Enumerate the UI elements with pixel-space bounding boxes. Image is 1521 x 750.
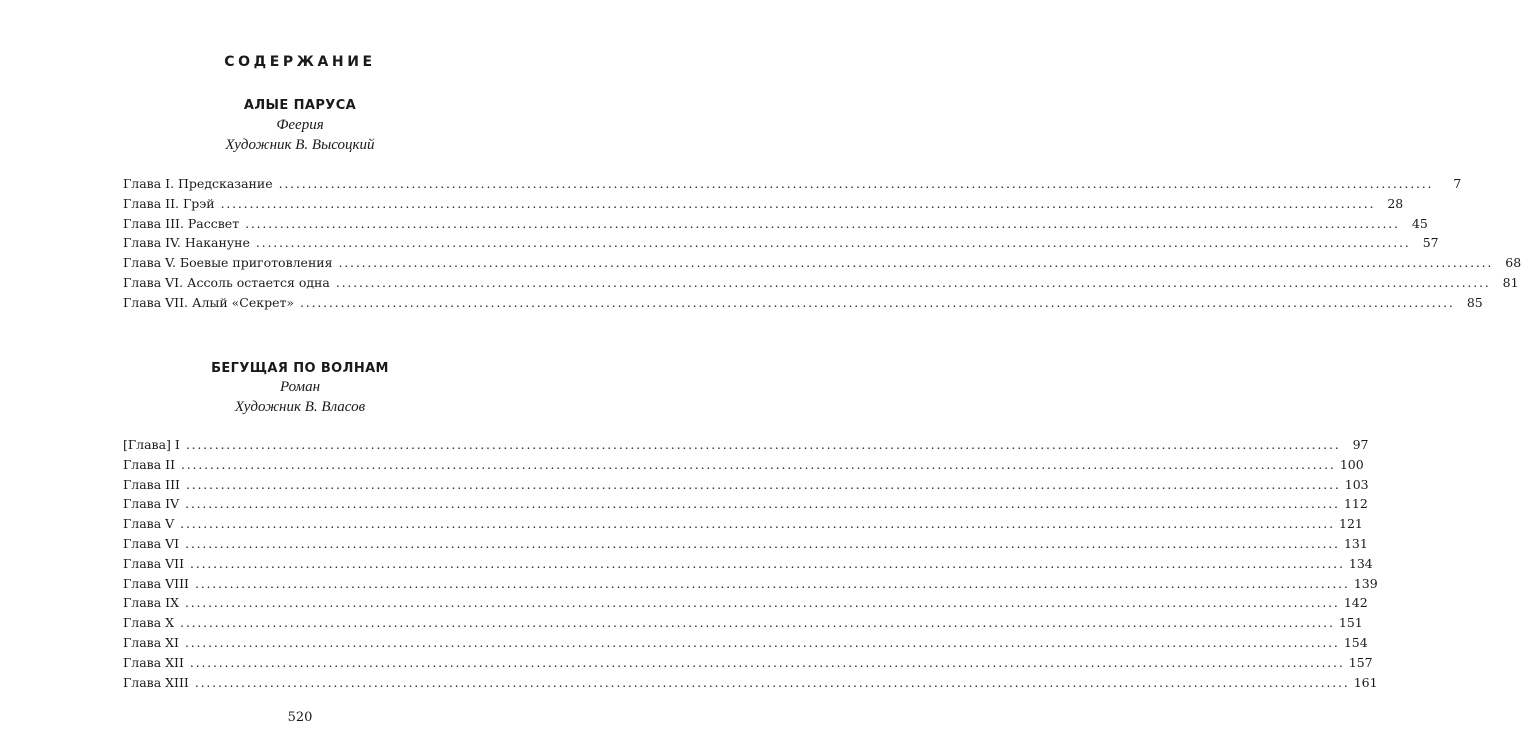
toc-entry-label: Глава I. Предсказание bbox=[123, 176, 273, 191]
toc-entry bbox=[123, 535, 1368, 556]
toc-entry-page: 7 bbox=[1453, 176, 1462, 191]
toc-entry-label: Глава II bbox=[123, 456, 176, 472]
dot-leader: ........................................................................................................................................................................................................ bbox=[184, 634, 1340, 650]
toc-entry-page: 154 bbox=[1343, 634, 1368, 650]
toc-entry-page: 131 bbox=[1343, 535, 1368, 551]
toc-entry-label: Глава III. Рассвет bbox=[123, 215, 240, 231]
toc-entry bbox=[123, 634, 1368, 655]
toc-entry bbox=[123, 456, 1364, 477]
toc-entry bbox=[123, 176, 1462, 196]
toc-entry-label: Глава VII bbox=[123, 555, 185, 571]
section-title: БЕГУЩАЯ ПО ВОЛНАМ bbox=[211, 361, 389, 376]
toc-entry-label: Глава X bbox=[123, 615, 175, 631]
section-genre: Феерия bbox=[276, 117, 324, 133]
section-illustrator: Художник В. Власов bbox=[234, 399, 366, 415]
toc-entry-page: 151 bbox=[1338, 615, 1363, 631]
toc-entry-page: 112 bbox=[1343, 496, 1368, 512]
toc-entry bbox=[123, 674, 1378, 695]
dot-leader: ........................................................................................................................................................................................................ bbox=[255, 235, 1411, 251]
toc-entry-label: Глава V. Боевые приготовления bbox=[123, 255, 333, 271]
dot-leader: ........................................................................................................................................................................................................ bbox=[185, 496, 1340, 512]
toc-entry-label: Глава II. Грэй bbox=[123, 195, 215, 211]
toc-entry-page: 103 bbox=[1344, 476, 1369, 492]
toc-entry-label: [Глава] I bbox=[123, 437, 180, 452]
toc-entry bbox=[123, 235, 1439, 255]
toc-entry bbox=[123, 496, 1368, 516]
toc-entry-label: Глава VI bbox=[123, 535, 180, 551]
toc-entry-page: 142 bbox=[1343, 595, 1368, 611]
toc-entry-page: 97 bbox=[1352, 437, 1369, 452]
page-title: СОДЕРЖАНИЕ bbox=[224, 54, 376, 70]
dot-leader: ........................................................................................................................................................................................................ bbox=[338, 255, 1494, 271]
dot-leader: ........................................................................................................................................................................................................ bbox=[220, 195, 1376, 211]
toc-entry-label: Глава VI. Ассоль остается одна bbox=[123, 274, 330, 290]
dot-leader: ........................................................................................................................................................................................................ bbox=[190, 555, 1345, 571]
toc-entry bbox=[123, 476, 1369, 497]
section-title: АЛЫЕ ПАРУСА bbox=[243, 98, 357, 113]
toc-list bbox=[123, 437, 1378, 694]
toc-entry-label: Глава IV. Накануне bbox=[123, 235, 250, 251]
dot-leader: ........................................................................................................................................................................................................ bbox=[194, 575, 1350, 591]
toc-entry-page: 157 bbox=[1348, 654, 1373, 670]
toc-entry bbox=[123, 555, 1373, 576]
dot-leader: ........................................................................................................................................................................................................ bbox=[278, 176, 1434, 191]
toc-entry-page: 121 bbox=[1339, 516, 1363, 532]
dot-leader: ........................................................................................................................................................................................................ bbox=[180, 615, 1335, 631]
toc-entry bbox=[123, 615, 1363, 635]
toc-entry bbox=[123, 294, 1483, 315]
toc-entry-page: 81 bbox=[1502, 274, 1519, 290]
toc-entry bbox=[123, 255, 1521, 275]
page-number: 520 bbox=[287, 710, 313, 725]
toc-entry-page: 161 bbox=[1353, 674, 1378, 690]
toc-entry-page: 134 bbox=[1348, 555, 1373, 571]
dot-leader: ........................................................................................................................................................................................................ bbox=[185, 535, 1340, 551]
toc-entry-label: Глава VII. Алый «Секрет» bbox=[123, 294, 295, 310]
toc-entry-label: Глава XII bbox=[123, 654, 184, 670]
toc-entry-label: Глава XI bbox=[123, 634, 179, 650]
toc-entry-page: 85 bbox=[1466, 294, 1483, 310]
dot-leader: ........................................................................................................................................................................................................ bbox=[245, 215, 1400, 231]
toc-entry-label: Глава IX bbox=[123, 595, 179, 611]
toc-entry bbox=[123, 516, 1363, 536]
dot-leader: ........................................................................................................................................................................................................ bbox=[335, 274, 1491, 290]
dot-leader: ........................................................................................................................................................................................................ bbox=[181, 456, 1336, 472]
toc-entry bbox=[123, 274, 1519, 295]
toc-entry bbox=[123, 654, 1373, 675]
toc-entry-page: 45 bbox=[1411, 215, 1428, 231]
toc-entry bbox=[123, 575, 1378, 596]
dot-leader: ........................................................................................................................................................................................................ bbox=[185, 476, 1341, 492]
dot-leader: ........................................................................................................................................................................................................ bbox=[185, 437, 1341, 452]
dot-leader: ........................................................................................................................................................................................................ bbox=[184, 595, 1340, 611]
dot-leader: ........................................................................................................................................................................................................ bbox=[194, 674, 1350, 690]
dot-leader: ........................................................................................................................................................................................................ bbox=[180, 516, 1335, 532]
section-illustrator: Художник В. Высоцкий bbox=[225, 137, 375, 153]
toc-entry-label: Глава XIII bbox=[123, 674, 189, 690]
toc-entry-page: 57 bbox=[1422, 235, 1439, 251]
toc-entry-label: Глава V bbox=[123, 516, 175, 532]
toc-entry bbox=[123, 215, 1428, 236]
toc-entry-page: 100 bbox=[1339, 456, 1364, 472]
toc-entry-label: Глава III bbox=[123, 476, 180, 492]
section-genre: Роман bbox=[279, 379, 321, 395]
toc-entry-label: Глава VIII bbox=[123, 575, 189, 591]
toc-entry bbox=[123, 437, 1369, 457]
toc-entry-page: 28 bbox=[1387, 195, 1404, 211]
toc-entry bbox=[123, 595, 1368, 615]
dot-leader: ........................................................................................................................................................................................................ bbox=[189, 654, 1345, 670]
toc-entry bbox=[123, 195, 1404, 216]
toc-entry-page: 68 bbox=[1505, 255, 1521, 271]
toc-entry-label: Глава IV bbox=[123, 496, 180, 512]
toc-entry-page: 139 bbox=[1353, 575, 1378, 591]
dot-leader: ........................................................................................................................................................................................................ bbox=[300, 294, 1455, 310]
toc-list bbox=[123, 176, 1521, 315]
